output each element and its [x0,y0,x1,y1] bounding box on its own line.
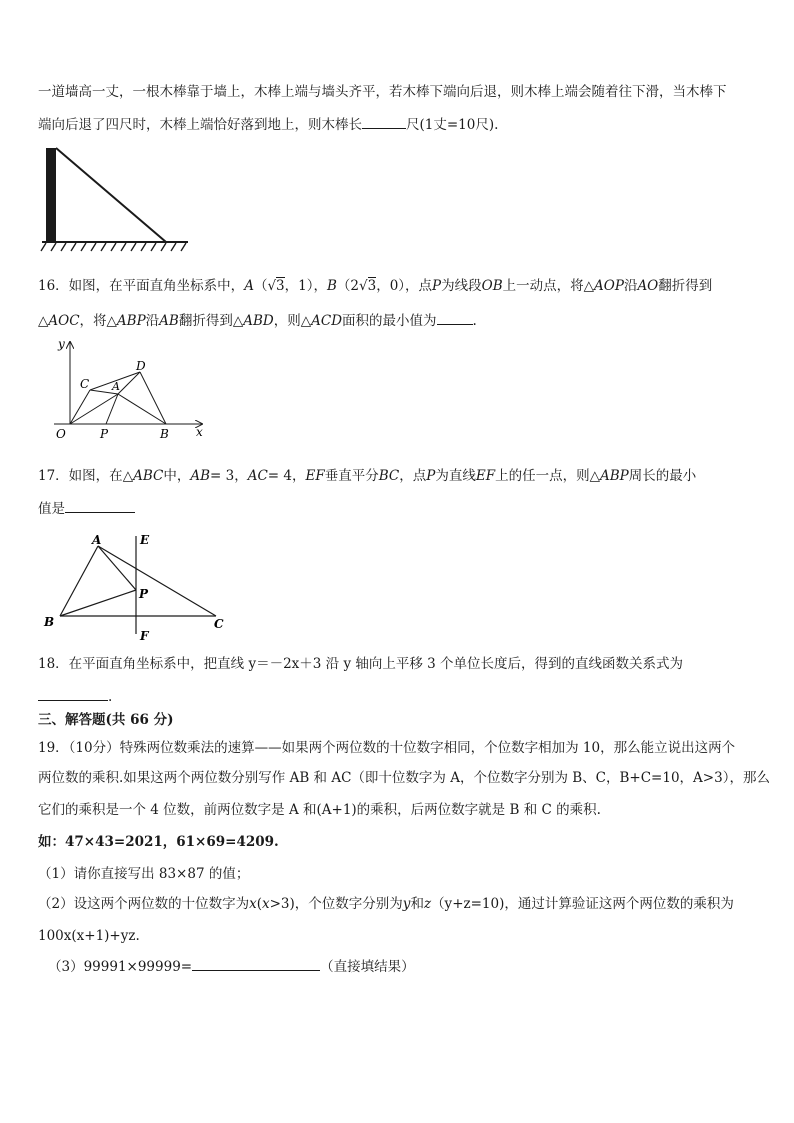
q19-text-e: （y+z=10)，通过计算验证这两个两位数的乘积为 [431,896,734,912]
q19-part3 [48,956,415,977]
sqrt-icon: √ [359,278,368,294]
q17-ef2: EF [475,468,496,484]
q17-ac: AC [247,468,268,484]
q16-tri-acd: △ACD [300,313,343,329]
q18-line2 [38,686,112,707]
q17-p: P [426,468,436,484]
q19-part1: （1）请你直接写出 83×87 的值； [38,866,250,882]
q16-tri-abp: △ABP [106,313,146,329]
q16-text-c: ，1）， [284,278,327,294]
q19-x2: x [262,896,270,912]
q19-text-g: （直接填结果） [320,959,415,975]
q19-text-a: （2）设这两个两位数的十位数字为 [38,896,250,912]
q17-text-e: 为直线 [435,468,476,484]
sqrt-icon: √ [267,278,277,294]
fig17-c: C [214,617,224,631]
q16-text-g: 上一动点，将 [502,278,584,294]
q15-line2 [38,114,498,135]
q19-line1: 19．（10分）特殊两位数乘法的速算——如果两个两位数的十位数字相同，个位数字相加为 10，那么能立说出这两个 [38,740,736,756]
q16-text-d: （2 [336,278,359,294]
q16-text-j: ，将 [79,313,107,329]
fig17-f: F [140,629,149,643]
q16-seg-ab: AB [159,313,179,329]
fig17-b: B [44,615,55,629]
section-title: 三、解答题(共 66 分) [38,712,174,728]
q16-seg-ob: OB [481,278,503,294]
q16-line2 [38,310,477,331]
q17-text-a: 17．如图，在 [38,468,123,484]
q19-part2-line2: 100x(x+1)+yz. [38,928,140,944]
fig17-a: A [92,533,102,547]
q16-tri-aop: △AOP [583,278,624,294]
fig16-o: O [56,427,66,441]
q17-line1 [38,466,696,486]
fig16-d: D [136,359,146,373]
q19-part2 [38,894,734,914]
q17-text-f: 上的任一点，则 [495,468,590,484]
q17-segments [60,536,216,634]
q17-bc: BC [378,468,400,484]
q17-answer-blank [65,498,135,513]
fig16-b: B [160,427,169,441]
q19-line3: 它们的乘积是一个 4 位数，前两位数字是 A 和(A+1)的乘积，后两位数字就是 B 和 C 的乘积. [38,802,601,818]
fig17-e: E [140,533,150,547]
q16-text-h: 沿 [623,278,638,294]
q16-figure [50,338,210,444]
q16-sqrt-b: 3 [367,278,377,294]
q15-text-end: 尺(1丈=10尺). [406,117,499,133]
q17-text-c: 垂直平分 [324,468,379,484]
fig16-a: A [112,380,120,393]
q18-line1: 18．在平面直角坐标系中，把直线 y＝－2x＋3 沿 y 轴向上平移 3 个单位长度后，得到的直线函数关系式为 [38,656,684,672]
q19-line2: 两位数的乘积.如果这两个两位数分别写作 AB 和 AC（即十位数字为 A，个位数字分别为 B、C，B+C=10，A>3），那么 [38,770,770,786]
q19-text-f: （3）99991×99999= [48,959,193,975]
q17-ac-val: = 4 [267,468,292,484]
q17-tri-abp: △ABP [589,468,629,484]
q17-text-d: ，点 [399,468,427,484]
fig16-x: x [196,425,203,439]
q19-text-d: 和 [410,896,424,912]
ground-hatching [41,243,186,251]
q16-text-f: 为线段 [441,278,482,294]
q16-tri-aoc: △AOC [38,313,80,329]
wall [46,148,56,242]
q17-ef: EF [305,468,325,484]
q19-answer-blank [192,956,320,971]
q15-text: 端向后退了四尺时，木棒上端恰好落到地上，则木棒长 [38,117,362,133]
q17-ab: AB [190,468,210,484]
fig16-y: y [58,337,65,351]
q17-text-h: 值是 [38,501,65,517]
q16-line1 [38,276,712,296]
q17-line2 [38,498,135,519]
q17-comma2: ， [292,468,306,484]
q15-figure [38,144,198,254]
q16-point-p: P [432,278,442,294]
q16-seg-ao: AO [637,278,659,294]
q17-ab-val: = 3 [210,468,235,484]
q17-text-g: 周长的最小 [628,468,697,484]
q16-text-i: 翻折得到 [658,278,713,294]
q17-tri-abc: △ABC [122,468,164,484]
q16-tri-abd: △ABD [232,313,274,329]
q19-example: 如：47×43=2021，61×69=4209. [38,834,279,850]
q16-point-b: B [326,278,337,294]
fig16-p: P [100,427,109,441]
q19-text-b: ( [256,896,262,912]
q19-x: x [249,896,257,912]
q19-text-c: >3)，个位数字分别为 [269,896,403,912]
q16-text-a: 16．如图，在平面直角坐标系中， [38,278,245,294]
q15-line1: 一道墙高一丈，一根木棒靠于墙上，木棒上端与墙头齐平，若木棒下端向后退，则木棒上端会随着往下滑，当木棒下 [38,84,727,100]
q16-text-end: . [472,313,477,329]
q17-text-b: 中， [163,468,191,484]
q17-comma: ， [234,468,248,484]
fig16-c: C [80,377,90,391]
q15-answer-blank [362,114,406,129]
q19-z: z [423,896,432,912]
q16-text-m: ，则 [273,313,301,329]
q17-figure [40,530,240,642]
q16-text-n: 面积的最小值为 [342,313,437,329]
stick [56,148,166,242]
q16-sqrt-a: 3 [276,278,285,294]
q16-answer-blank [437,310,473,325]
q16-text-e: ，0），点 [376,278,433,294]
q18-text-end: . [108,689,113,705]
q16-point-a: A [244,278,254,294]
q16-text-l: 翻折得到 [178,313,233,329]
fig17-p: P [139,587,149,601]
q19-y: y [402,896,411,912]
q18-answer-blank [38,686,108,701]
q16-text-b: （ [253,278,268,294]
q16-text-k: 沿 [145,313,160,329]
